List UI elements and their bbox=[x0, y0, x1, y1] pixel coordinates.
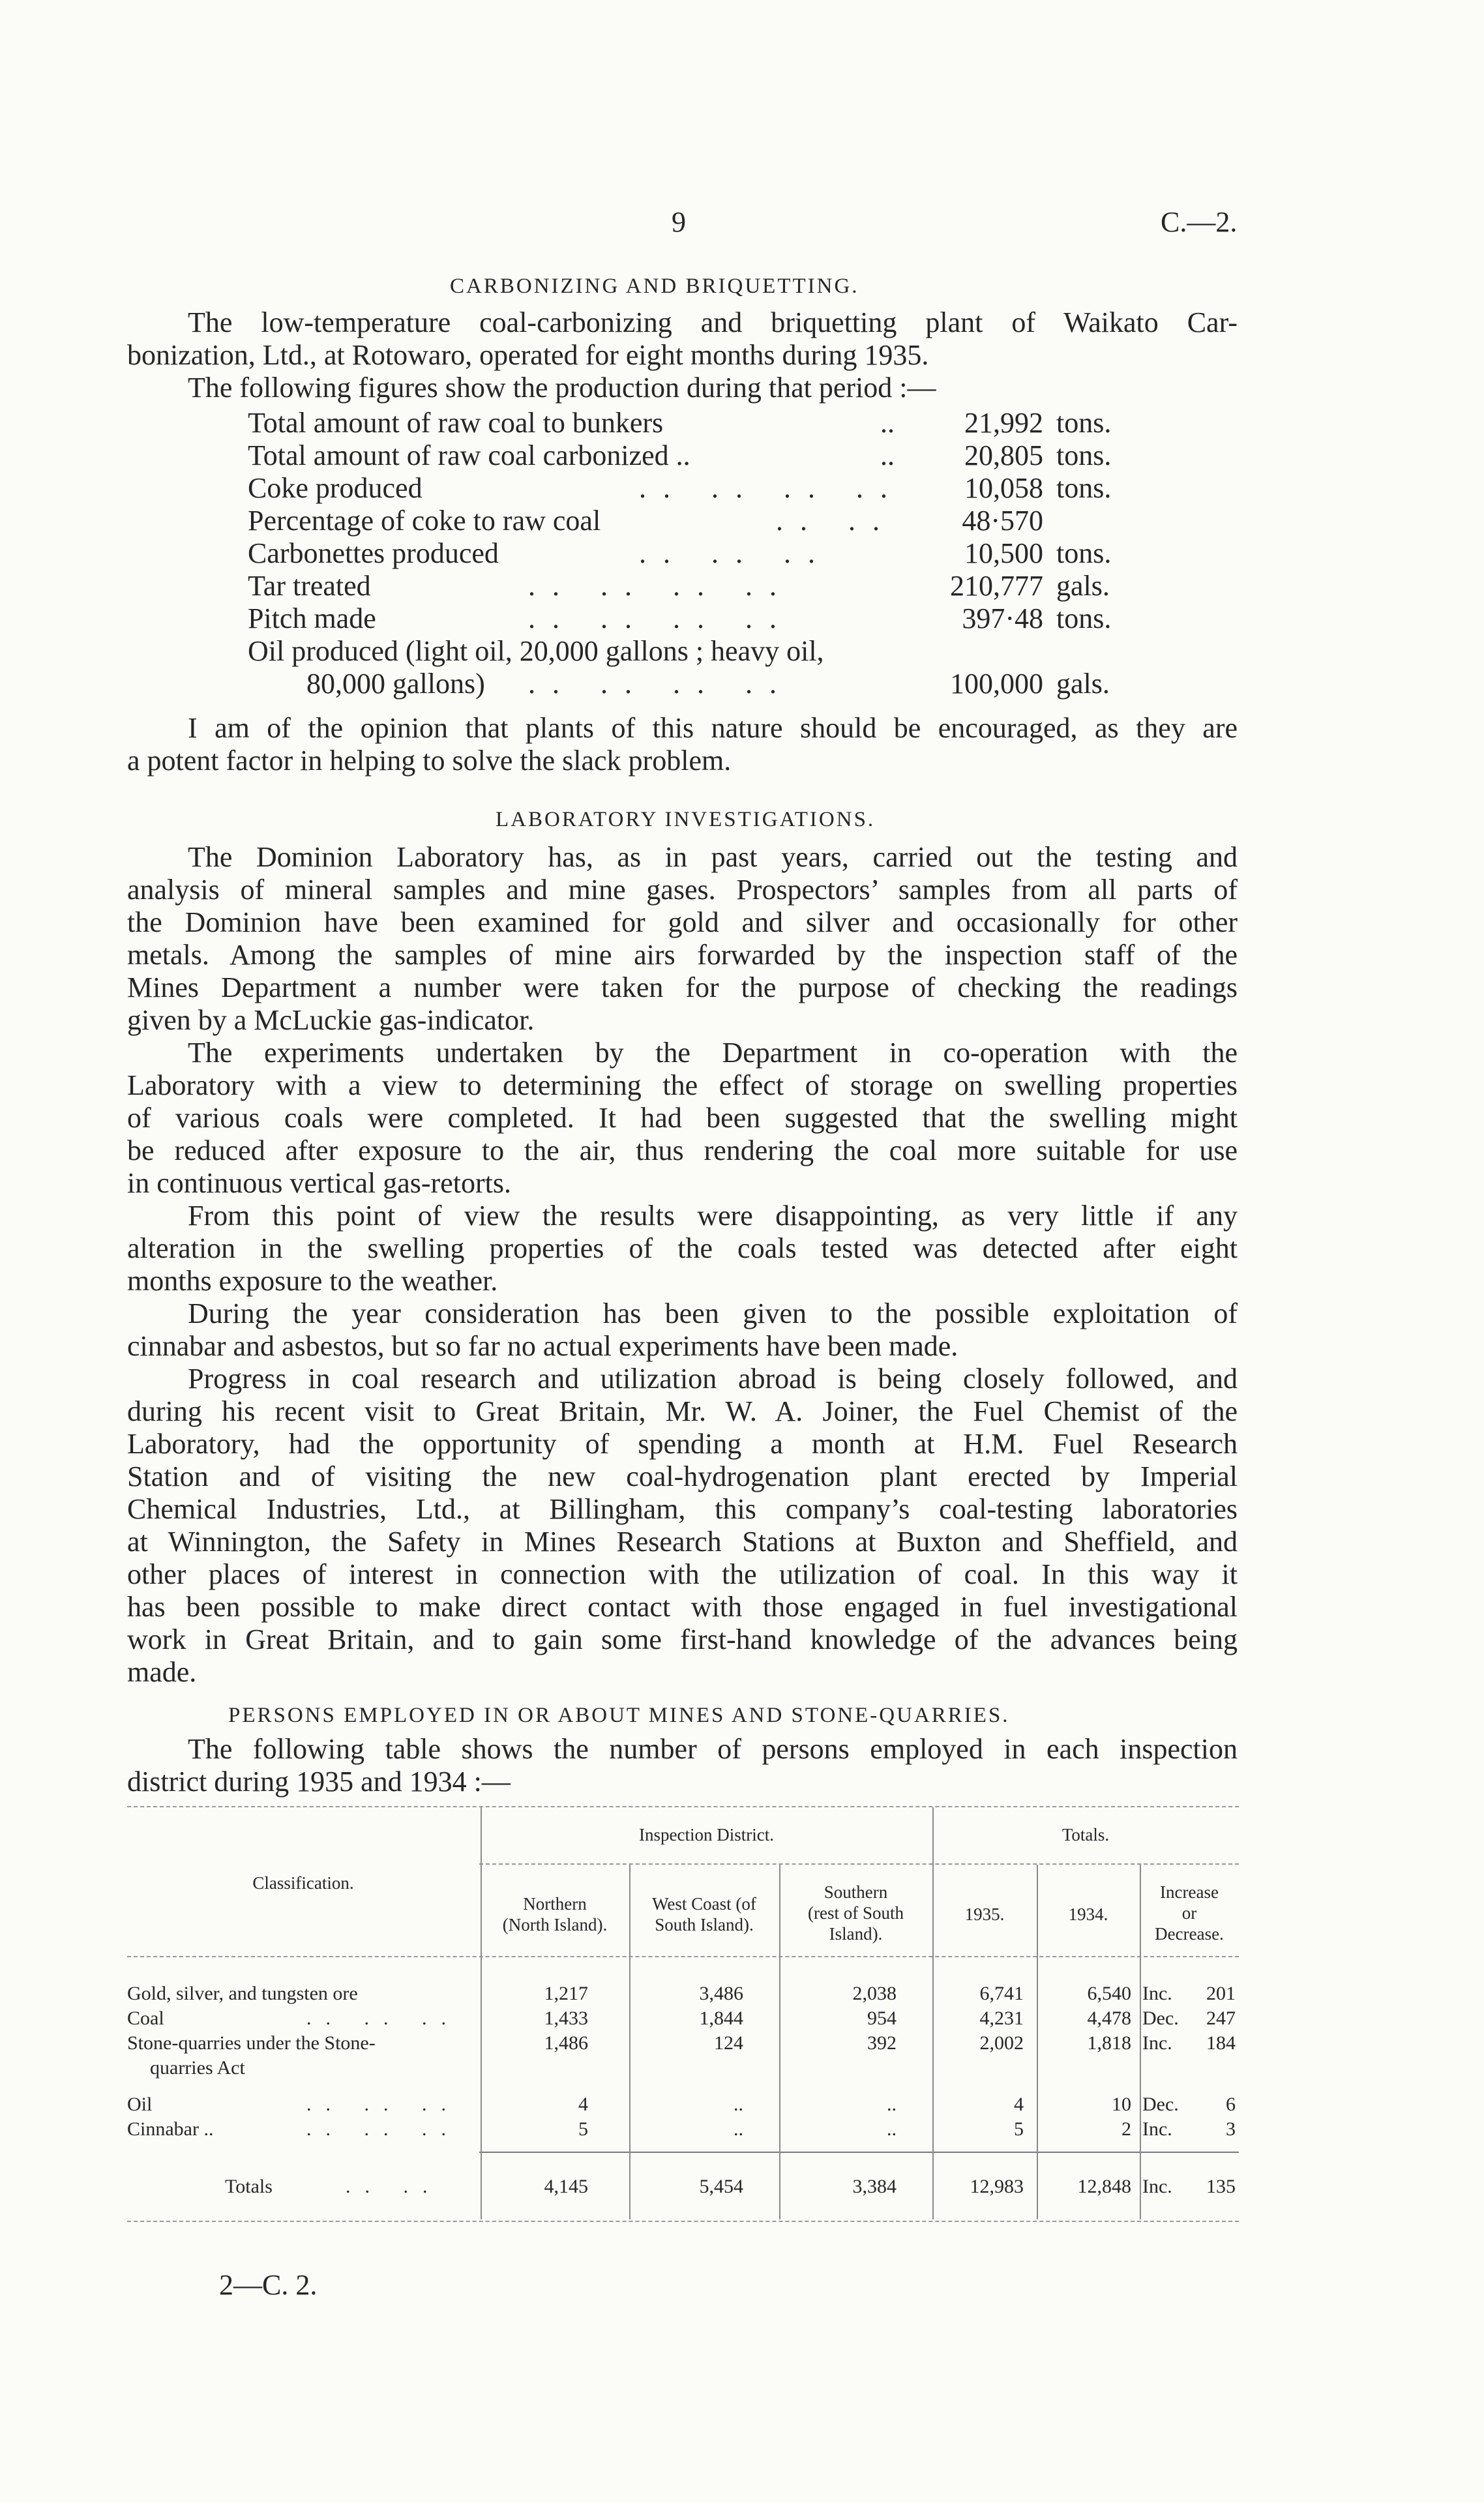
laboratory-line: of various coals were completed. It had been suggested that the swelling might bbox=[127, 1102, 1238, 1134]
header-northern bbox=[481, 1893, 629, 1935]
cell-southern: 954 bbox=[867, 2007, 897, 2029]
laboratory-line: The Dominion Laboratory has, as in past years, carried out the testing and bbox=[188, 841, 1238, 873]
row-label: Oil bbox=[127, 2094, 153, 2115]
cell-west-coast: .. bbox=[734, 2094, 743, 2115]
totals-west-coast: 5,454 bbox=[699, 2176, 743, 2197]
production-item-value: 210,777 bbox=[950, 570, 1043, 602]
header-west-coast-line: South Island). bbox=[655, 1915, 754, 1934]
cell-west-coast: 3,486 bbox=[699, 1983, 743, 2004]
laboratory-line: From this point of view the results were disappointing, as very little if any bbox=[188, 1200, 1238, 1232]
row-leader: .. .. .. bbox=[306, 2118, 460, 2140]
laboratory-line: given by a McLuckie gas-indicator. bbox=[127, 1004, 535, 1036]
carbonizing-para1-line1: The low-temperature coal-carbonizing and briquetting plant of Waikato Car- bbox=[188, 306, 1238, 338]
header-change-line: Decrease. bbox=[1155, 1924, 1224, 1944]
section-heading-persons-employed: PERSONS EMPLOYED IN OR ABOUT MINES AND STONE-QUARRIES. bbox=[228, 1704, 1010, 1727]
production-item-label: Tar treated bbox=[248, 570, 371, 602]
cell-1935: 5 bbox=[1014, 2118, 1024, 2140]
cell-1934: 10 bbox=[1112, 2094, 1131, 2115]
cell-west-coast: .. bbox=[734, 2118, 743, 2140]
laboratory-line: cinnabar and asbestos, but so far no actual experiments have been made. bbox=[127, 1330, 958, 1362]
production-item-unit: tons. bbox=[1056, 439, 1112, 471]
table-group-rule bbox=[479, 1863, 1239, 1865]
cell-1935: 2,002 bbox=[979, 2032, 1024, 2054]
cell-southern: 2,038 bbox=[852, 1983, 897, 2004]
laboratory-line: Laboratory with a view to determining the effect of storage on swelling properties bbox=[127, 1069, 1238, 1101]
section-heading-laboratory: LABORATORY INVESTIGATIONS. bbox=[496, 808, 876, 831]
cell-1935: 4 bbox=[1014, 2094, 1024, 2115]
header-southern-line: (rest of South bbox=[808, 1903, 904, 1923]
cell-west-coast: 124 bbox=[714, 2032, 743, 2054]
production-item-value: 10,500 bbox=[964, 537, 1043, 569]
laboratory-line: During the year consideration has been given to the possible exploitation of bbox=[188, 1297, 1238, 1329]
header-southern bbox=[779, 1882, 932, 1944]
totals-southern: 3,384 bbox=[852, 2176, 897, 2197]
header-1934: 1934. bbox=[1068, 1904, 1108, 1924]
totals-change-amount: 135 bbox=[1206, 2176, 1236, 2197]
totals-northern: 4,145 bbox=[544, 2176, 588, 2197]
cell-northern: 1,433 bbox=[544, 2007, 588, 2029]
laboratory-line: analysis of mineral samples and mine gases. Prospectors’ samples from all parts of bbox=[127, 874, 1238, 906]
header-change-line: Increase bbox=[1160, 1882, 1219, 1902]
cell-change-amount: 201 bbox=[1206, 1983, 1236, 2004]
production-item-leader: .. bbox=[880, 407, 895, 439]
production-item-value: 397·48 bbox=[962, 602, 1043, 634]
laboratory-line: work in Great Britain, and to gain some first-hand knowledge of the advances being bbox=[127, 1623, 1238, 1655]
oil-produced-leader: .. .. .. .. bbox=[528, 668, 794, 700]
laboratory-line: during his recent visit to Great Britain, Mr. W. A. Joiner, the Fuel Chemist of the bbox=[127, 1395, 1238, 1427]
table-bottom-rule bbox=[127, 2221, 1239, 2222]
carbonizing-para3-line1: I am of the opinion that plants of this nature should be encouraged, as they are bbox=[188, 712, 1238, 744]
totals-change-direction: Inc. bbox=[1142, 2176, 1172, 2197]
totals-label: Totals bbox=[225, 2176, 273, 2197]
laboratory-line: Mines Department a number were taken for the purpose of checking the readings bbox=[127, 971, 1238, 1003]
production-item-unit: tons. bbox=[1056, 537, 1112, 569]
laboratory-line: Progress in coal research and utilization abroad is being closely followed, and bbox=[188, 1363, 1238, 1395]
laboratory-line: the Dominion have been examined for gold and silver and occasionally for other bbox=[127, 906, 1238, 938]
laboratory-line: Chemical Industries, Ltd., at Billingham, this company’s coal-testing laboratories bbox=[127, 1493, 1238, 1525]
header-southern-line: Island). bbox=[829, 1924, 883, 1944]
production-item-leader: .. .. .. .. bbox=[639, 472, 904, 504]
row-leader: .. .. .. bbox=[306, 2094, 460, 2115]
production-item-label: Total amount of raw coal to bunkers bbox=[248, 407, 664, 439]
totals-1934: 12,848 bbox=[1077, 2176, 1131, 2197]
laboratory-line: in continuous vertical gas-retorts. bbox=[127, 1167, 511, 1199]
cell-southern: .. bbox=[887, 2094, 897, 2115]
production-item-label: Carbonettes produced bbox=[248, 537, 499, 569]
production-item-unit: gals. bbox=[1056, 570, 1110, 602]
oil-produced-value: 100,000 bbox=[950, 668, 1043, 700]
table-totals-rule bbox=[479, 2152, 1239, 2153]
cell-change-direction: Dec. bbox=[1142, 2007, 1179, 2029]
header-change-line: or bbox=[1181, 1903, 1197, 1923]
laboratory-line: other places of interest in connection with the utilization of coal. In this way it bbox=[127, 1558, 1238, 1590]
production-item-leader: .. .. .. .. bbox=[528, 602, 794, 634]
production-item-value: 21,992 bbox=[964, 407, 1043, 439]
cell-change-direction: Inc. bbox=[1142, 1983, 1172, 2004]
totals-1935: 12,983 bbox=[970, 2176, 1024, 2197]
carbonizing-para2: The following figures show the production during that period :— bbox=[188, 372, 936, 404]
carbonizing-para1-line2: bonization, Ltd., at Rotowaro, operated for eight months during 1935. bbox=[127, 339, 929, 371]
header-inspection-district: Inspection District. bbox=[639, 1825, 774, 1844]
cell-change-direction: Inc. bbox=[1142, 2118, 1172, 2140]
production-item-unit: tons. bbox=[1056, 472, 1112, 504]
laboratory-line: alteration in the swelling properties of the coals tested was detected after eight bbox=[127, 1232, 1238, 1264]
production-item-unit: tons. bbox=[1056, 407, 1112, 439]
production-item-label: Total amount of raw coal carbonized .. bbox=[248, 439, 690, 471]
document-reference: C.—2. bbox=[1161, 206, 1238, 238]
section-heading-carbonizing: CARBONIZING AND BRIQUETTING. bbox=[450, 274, 859, 298]
laboratory-line: months exposure to the weather. bbox=[127, 1265, 498, 1297]
header-northern-line: Northern bbox=[523, 1894, 587, 1914]
carbonizing-para3-line2: a potent factor in helping to solve the slack problem. bbox=[127, 745, 732, 777]
row-label: Gold, silver, and tungsten ore bbox=[127, 1983, 358, 2004]
cell-northern: 1,486 bbox=[544, 2032, 588, 2054]
totals-leader: .. .. bbox=[346, 2176, 442, 2197]
header-southern-line: Southern bbox=[824, 1882, 888, 1902]
laboratory-line: Station and of visiting the new coal-hydrogenation plant erected by Imperial bbox=[127, 1460, 1238, 1492]
laboratory-line: be reduced after exposure to the air, thus rendering the coal more suitable for use bbox=[127, 1134, 1238, 1166]
cell-northern: 4 bbox=[578, 2094, 588, 2115]
cell-northern: 1,217 bbox=[544, 1983, 588, 2004]
cell-change-amount: 247 bbox=[1206, 2007, 1236, 2029]
production-item-leader: .. .. .. .. bbox=[528, 570, 794, 602]
cell-change-amount: 184 bbox=[1206, 2032, 1236, 2054]
production-item-unit: tons. bbox=[1056, 602, 1112, 634]
laboratory-line: at Winnington, the Safety in Mines Research Stations at Buxton and Sheffield, and bbox=[127, 1526, 1238, 1558]
production-item-value: 10,058 bbox=[964, 472, 1043, 504]
persons-intro-line1: The following table shows the number of persons employed in each inspection bbox=[188, 1733, 1238, 1765]
header-totals: Totals. bbox=[1061, 1825, 1110, 1844]
header-northern-line: (North Island). bbox=[502, 1915, 608, 1934]
cell-1935: 4,231 bbox=[979, 2007, 1024, 2029]
oil-produced-label: Oil produced (light oil, 20,000 gallons ; heavy oil, bbox=[248, 635, 824, 667]
row-label: Coal bbox=[127, 2007, 164, 2029]
laboratory-line: metals. Among the samples of mine airs forwarded by the inspection staff of the bbox=[127, 939, 1238, 971]
row-label-cont: quarries Act bbox=[150, 2057, 245, 2079]
cell-1935: 6,741 bbox=[979, 1983, 1024, 2004]
cell-northern: 5 bbox=[578, 2118, 588, 2140]
production-item-leader: .. bbox=[880, 439, 895, 471]
production-item-value: 20,805 bbox=[964, 439, 1043, 471]
oil-produced-unit: gals. bbox=[1056, 668, 1110, 700]
table-top-rule bbox=[127, 1806, 1239, 1807]
cell-west-coast: 1,844 bbox=[699, 2007, 743, 2029]
cell-southern: 392 bbox=[867, 2032, 897, 2054]
production-item-label: Percentage of coke to raw coal bbox=[248, 505, 601, 537]
header-increase-decrease bbox=[1140, 1882, 1239, 1944]
cell-southern: .. bbox=[887, 2118, 897, 2140]
cell-1934: 6,540 bbox=[1087, 1983, 1131, 2004]
cell-1934: 2 bbox=[1121, 2118, 1131, 2140]
production-item-leader: .. .. .. bbox=[639, 537, 832, 569]
table-header-rule bbox=[127, 1956, 1239, 1957]
oil-produced-label-cont: 80,000 gallons) bbox=[306, 668, 485, 700]
production-item-leader: .. .. bbox=[776, 505, 897, 537]
header-west-coast-line: West Coast (of bbox=[652, 1894, 756, 1914]
cell-1934: 4,478 bbox=[1087, 2007, 1131, 2029]
footer-signature: 2—C. 2. bbox=[219, 2269, 318, 2301]
cell-change-direction: Inc. bbox=[1142, 2032, 1172, 2054]
header-west-coast bbox=[629, 1893, 779, 1935]
laboratory-line: has been possible to make direct contact with those engaged in fuel investigational bbox=[127, 1591, 1238, 1623]
cell-1934: 1,818 bbox=[1087, 2032, 1131, 2054]
header-classification: Classification. bbox=[252, 1873, 354, 1893]
header-1935: 1935. bbox=[964, 1904, 1005, 1924]
cell-change-amount: 6 bbox=[1226, 2094, 1236, 2115]
persons-intro-line2: district during 1935 and 1934 :— bbox=[127, 1766, 511, 1798]
laboratory-line: made. bbox=[127, 1656, 197, 1688]
cell-change-amount: 3 bbox=[1226, 2118, 1236, 2140]
row-label: Cinnabar .. bbox=[127, 2118, 214, 2140]
laboratory-line: The experiments undertaken by the Department in co-operation with the bbox=[188, 1037, 1238, 1069]
production-item-label: Coke produced bbox=[248, 472, 423, 504]
laboratory-line: Laboratory, had the opportunity of spending a month at H.M. Fuel Research bbox=[127, 1428, 1238, 1460]
row-leader: .. .. .. bbox=[306, 2007, 460, 2029]
production-item-value: 48·570 bbox=[962, 505, 1043, 537]
production-item-label: Pitch made bbox=[248, 602, 376, 634]
row-label: Stone-quarries under the Stone- bbox=[127, 2032, 376, 2054]
cell-change-direction: Dec. bbox=[1142, 2094, 1179, 2115]
page-number: 9 bbox=[672, 206, 686, 238]
